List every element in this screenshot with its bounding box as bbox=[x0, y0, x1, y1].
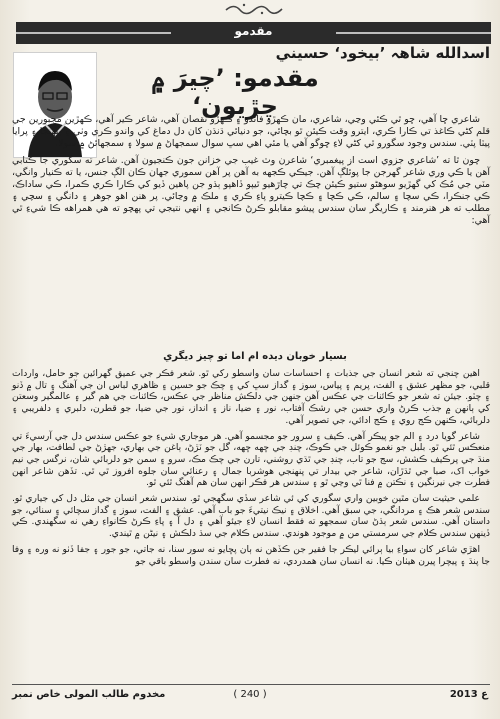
page-number: ( 240 ) bbox=[233, 689, 267, 700]
footer-magazine-label: مخدوم طالب المولى خاص نمبر bbox=[12, 689, 166, 700]
article-body bbox=[12, 114, 490, 232]
page-footer bbox=[0, 682, 500, 719]
paragraph: شاعر گويا درد ۽ الم جو پيڪر آهي. ڪيف ۽ سرور جو مجسمو آهي. هر موجاري شيءِ جو عڪس سندس دل جي آرسيءَ تي منعڪس ٿئي ٿو. بلبل جو نغمو ڪوئل جي ڪوڪ، چنڊ جي ڇهه ڇهه، گل جو ٽڙڻ، ٻاغن جي بهاري، جهڙڻ جي لطافت، بهار جي منڌ جي پرڪيف ڪشش، سج جو تاب، چنڊ جي ٿڌي روشني، تارن جي چڪ مڪ، سرو ۽ سمن جو دلربائي شان، نرگس جي نيم خواب اک، صبا جي ٿڌڙان، شاعر جي بيدار تي پنهنجي هوشربا جمال ۽ رعنائي سان جلوه افروز ٿي ٿي. تڏهن شاعر انهن فطرت جي نيرنگين ۽ نڪتن ۾ فنا ٿي وڃي ٿو ۽ سندس هر فڪر انهن سان هم آهنگ ٿئي ٿو. bbox=[12, 430, 490, 489]
paragraph: اهين چنجي ته شعر انسان جي جذبات ۽ احساسات سان واسطو رکي ٿو. شعر فڪر جي عميق گهرائين جو حامل، واردات قلبي، جو مظهر عشق ۽ الفت، پريم ۽ پياس، سوز ۽ گداز سڀ کي ۽ چڪ جو حسين ۽ ظاهري لباس ان جي آهنگ ۽ تال ۾ ڏنو ۽ چٽو. جيئن ته شعر جو ڪائنات جي عڪس آهن جنهن جي دلڪش مناظر جي عڪس، ڪائنات جي هم گير ۽ عالمگير وسعتن کي ٻانهن ۾ جذب ڪرڻ واري حسن جي رشڪ آفتاب، نور ۽ ضيا، ناز ۽ انداز، نور جي ضيا، جو قطرن، دلبري ۽ دلفريبي ۽ دلربائي، ڪنهن ڪج روي ۽ ڪج ادائي، جي تصوير آهي. bbox=[12, 368, 490, 426]
article-title: مقدمو: ’چيرَ ۾ چڙيون‘ bbox=[151, 64, 319, 120]
article-body-continued bbox=[12, 368, 490, 571]
page-header bbox=[0, 0, 500, 38]
author-name: اسدالله شاهہ ’بيخود‘ حسيني bbox=[275, 44, 490, 62]
paragraph: علمي حيثيت سان مٿين خوبين واري سگوري کي ئي شاعر سڏي سگهجي ٿو. سندس شعر انسان جي مثل دل کي جياري ٿو. سندس شعر هڪ ۽ مردانگي، جي سبق آهي. اخلاق ۽ نيڪ نيتيءَ جو باب آهي. عشق ۽ الفت، سوز ۽ گداز سچائي ۽ سنائي، جو داستان آهي. سندس شعر ٻڌڻ سان سمجهو ته فقط انسان لاءِ جيئو آهي ۽ دل آ ۽ پاءِ ڪرڻ ڪانواءِ رهي نه سگهندي. ڪي ڏينهن سندس ڪلام جي سرمستي من ۾ موجود هوندي. سندس ڪلام جي سڌ دلڪش ۽ نيڻن ۾ ٿيندي. bbox=[12, 493, 490, 540]
paragraph: اهڙي شاعر کان سواءِ بيا ٻرائي ليڪر جا فقير جن ڪڏهن نه ٻان پڇايو نه سور سنا، نه جاتي، جو جور ۽ جفا ڏٺو نه وره ۽ وفا جا پنڌ ۽ پيچرا پيرن هيٺان ڪيا. نه انسان سان همدردي، نه فطرت سان سندن واسطو باقي جو bbox=[12, 543, 490, 567]
section-label: مقدمو bbox=[234, 24, 273, 38]
paragraph: چون ٿا ته ’شاعري جزوي است از پيغمبري‘ شاعرن وٽ غيب جي خزانن جون ڪنجيون آهن. شاعر ته سگوري جا ڪتابي آهن يا ڪي وري شاعر گهرجن جا پوئلڳ آهن. جيڪي ڪجهه به آهن پر آهن سموري جهان ڪان الڳ جنس، يا ته ڪنيار وانگي، مٽي جي مُڪ کي گهڙيو سوهڻو ستيو ڪيئن چڪ تي چاڙهيو ٿيپو ڏاهپو ٻڌو جن پاهين ڏيو کي ڪارا ڪري ڪمرا، ڪي ساداڪ، ڪي جنڪرا، ڪي سچا ۽ سالم، ڪي ڪچا ۽ ڪچا ڪيترو پاءِ ڪري ۽ ملڪ ۾ وڃائي. پر هنن اهو جوهر ۽ دانگي ۽ سچي ۽ مطلب ته هر هنرمند ۽ ڪاريگر سان سندس پيشو مقابلو ڪرڻ ڪانجي ۽ انهي نتيجي تي پهچو ته هي همراهه ڪا شيءِ ٿي آهي: bbox=[12, 155, 490, 226]
section-bar bbox=[16, 22, 491, 44]
quote-line: بسيار خوبان ديده ام اما تو چيز ديگري bbox=[163, 351, 347, 362]
paragraph: شاعري ڇا آهي، ڇو ٿي ڪئي وڃي، شاعري، مان ڪهڙو فائدو ۽ ڪهڙو نقصان آهي، شاعر ڪير آهي، ڪهڙين مجبورين جي قلم کڻي ڪاغذ تي ڪارا ڪري، ايترو وقت ڪيئن ٿو بچائي، جو دنيائي ڌنڌن کان دل دماغ کي واندو ڪري وٺي ۽ پنهنجا ۽ پرايا پيٽا پٽي. سندس وجود سگورو ٿي کڻي لاءِ ڇوگو آهي يا مئي اهي سڀ سوال سمجهاڻ ۾ سولا ۽ سمجهائڻ ۾ سولا. bbox=[12, 114, 490, 149]
footer-rule bbox=[12, 684, 490, 685]
footer-year: 2013 ع bbox=[449, 689, 488, 700]
magazine-logo bbox=[222, 1, 286, 15]
